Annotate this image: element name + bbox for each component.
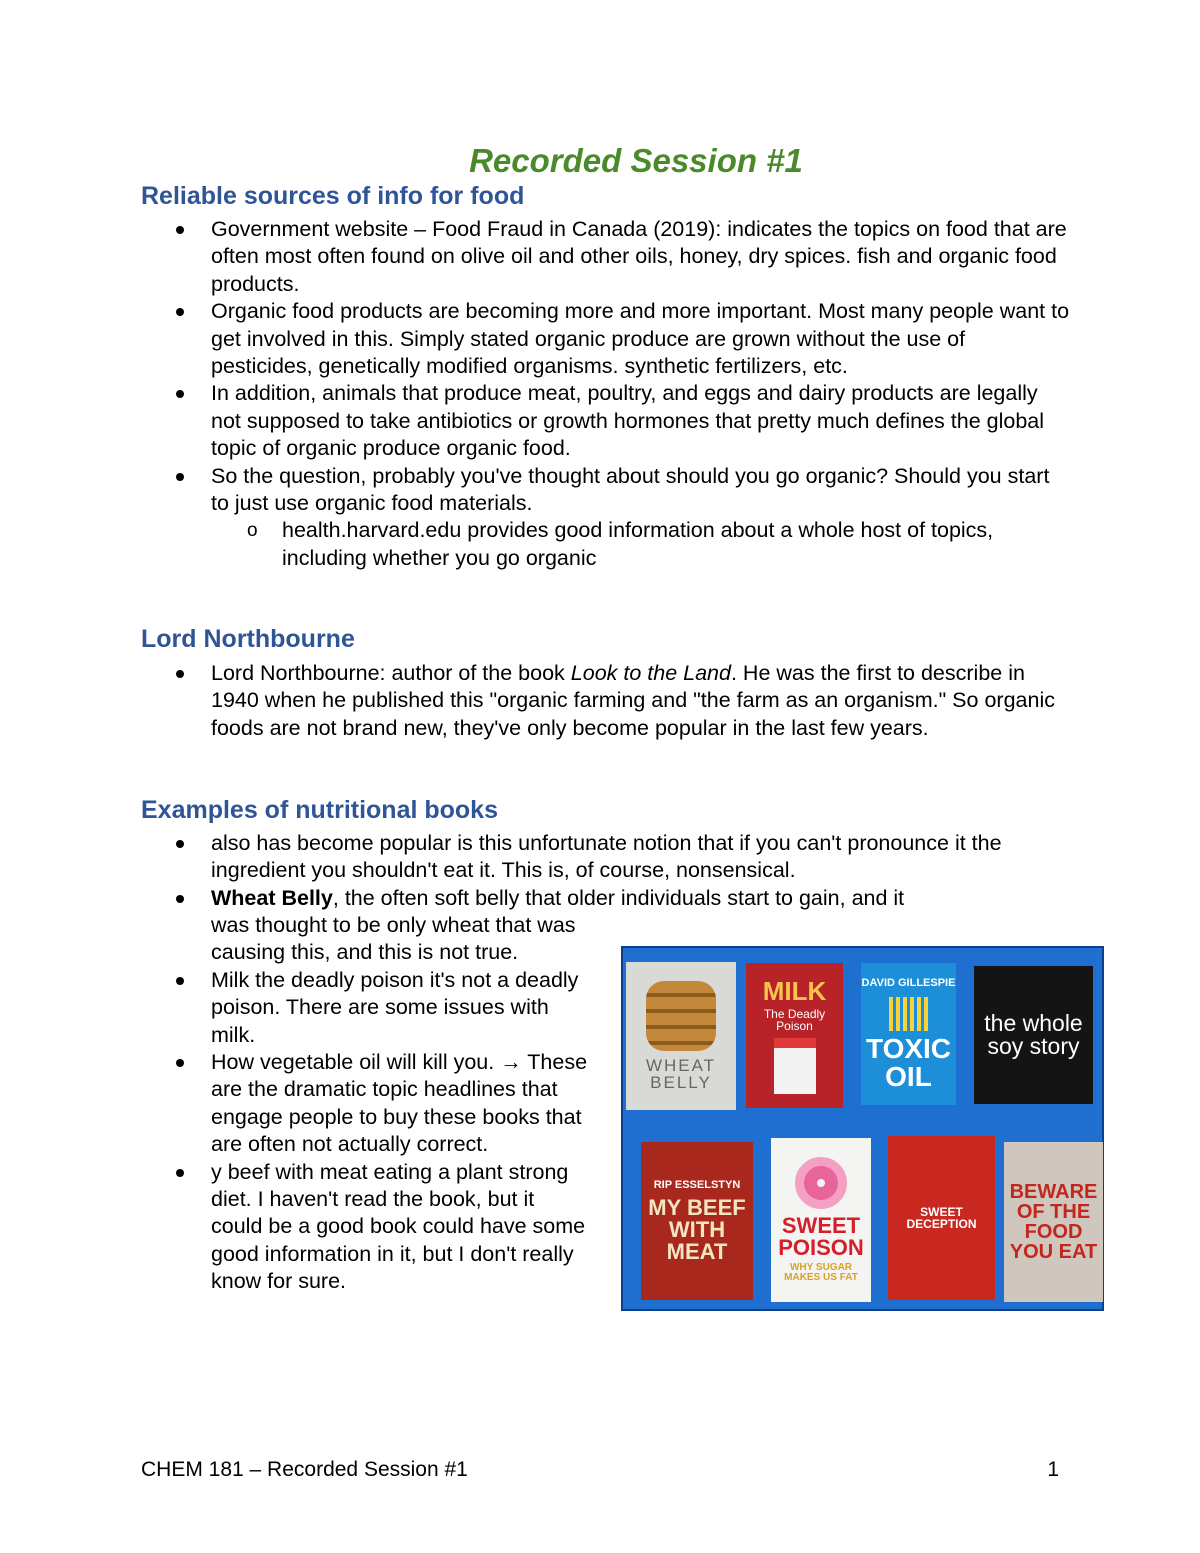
section-heading-reliable-sources: Reliable sources of info for food (141, 182, 525, 210)
book-covers-image (621, 946, 1104, 1311)
list-item (141, 885, 1071, 912)
book-author: DAVID GILLESPIE (861, 976, 956, 989)
book-title: SWEET DECEPTION (906, 1205, 977, 1231)
list-item: y beef with meat eating a plant strong diet. I haven't read the book, but it could be a good book could have some good information in it, but I don't really know for sure. (141, 1159, 589, 1296)
sub-list (211, 517, 1071, 572)
book-title: SWEET POISON (778, 1213, 864, 1260)
northbourne-list (141, 660, 1071, 742)
footer-text: CHEM 181 – Recorded Session #1 (141, 1458, 468, 1481)
sub-list-item: o health.harvard.edu provides good information about a whole host of topics, including whether you go organic (211, 517, 1071, 572)
book-title: the whole soy story (984, 1010, 1083, 1059)
fries-graphic (889, 997, 929, 1031)
list-item (141, 660, 1071, 742)
book-cover-milk (746, 963, 843, 1108)
bullet-text: . He was the first to describe in 1940 when he published this "organic farming and "the farm as an organism." So organic foods are not brand new, they've only become popular in the last few years. (211, 661, 1055, 740)
bullet-text: Lord Northbourne: author of the book (211, 661, 571, 685)
nutritional-books-list-bottom (141, 912, 589, 1296)
bullet-text: , the often soft belly that older individuals start to gain, and it (332, 885, 905, 910)
list-item-continuation (141, 912, 589, 967)
book-title: TOXIC OIL (865, 1032, 952, 1092)
book-title: MILK (762, 975, 827, 1006)
book-cover-my-beef-with-meat (641, 1142, 753, 1300)
list-item: Government website – Food Fraud in Canada (2019): indicates the topics on food that are often most often found on olive oil and other oils, honey, dry spices. fish and organic food products. (141, 216, 1071, 298)
page-title: Recorded Session #1 (469, 142, 803, 179)
book-cover-sweet-deception (888, 1136, 995, 1300)
page-number: 1 (1047, 1458, 1059, 1481)
bold-term: Wheat Belly (211, 885, 333, 910)
bagel-stack-graphic (646, 981, 716, 1051)
book-title-italic: Look to the Land (570, 661, 731, 685)
arrow-right-icon: → (500, 1050, 522, 1075)
book-cover-beware-food (1004, 1142, 1103, 1302)
bullet-text: How vegetable oil will kill you. (211, 1050, 501, 1075)
book-cover-wheat-belly (626, 962, 736, 1110)
bullet-text: These are the dramatic topic headlines that engage people to buy these books that are often not actually correct. (211, 1050, 588, 1157)
nutritional-books-list-top (141, 830, 1071, 912)
book-author: RIP ESSELSTYN (653, 1178, 741, 1191)
list-item: also has become popular is this unfortunate notion that if you can't pronounce it the ingredient you shouldn't eat it. This is, of course, nonsensical. (141, 830, 1071, 885)
section-heading-lord-northbourne: Lord Northbourne (141, 625, 355, 653)
book-subtitle: The Deadly Poison (763, 1006, 826, 1033)
book-title: WHEAT BELLY (645, 1056, 717, 1092)
book-title: MY BEEF WITH MEAT (648, 1194, 746, 1264)
list-item (141, 1049, 589, 1159)
list-item: Organic food products are becoming more and more important. Most many people want to get involved in this. Simply stated organic produce are grown without the use of pesticides, genetically modified organisms. synthetic fertilizers, etc. (141, 298, 1071, 380)
bullet-text: So the question, probably you've thought about should you go organic? Should you start to just use organic food materials. (211, 463, 1050, 516)
milk-carton-graphic (774, 1038, 816, 1094)
book-cover-whole-soy-story (974, 966, 1093, 1104)
section-heading-nutritional-books: Examples of nutritional books (141, 796, 498, 824)
reliable-sources-list (141, 216, 1071, 572)
book-cover-sweet-poison (771, 1138, 871, 1302)
book-cover-toxic-oil (861, 963, 956, 1105)
page-footer (141, 1458, 1059, 1482)
list-item: Milk the deadly poison it's not a deadly poison. There are some issues with milk. (141, 967, 589, 1049)
list-item: In addition, animals that produce meat, poultry, and eggs and dairy products are legally not supposed to take antibiotics or growth hormones that pretty much defines the global topic of organic produce organic food. (141, 380, 1071, 462)
book-title: BEWARE OF THE FOOD YOU EAT (1009, 1181, 1098, 1263)
donut-graphic (795, 1157, 847, 1209)
bullet-text: was thought to be only wheat that was causing this, and this is not true. (211, 913, 576, 965)
list-item (141, 463, 1071, 573)
book-subtitle: WHY SUGAR MAKES US FAT (784, 1262, 858, 1283)
